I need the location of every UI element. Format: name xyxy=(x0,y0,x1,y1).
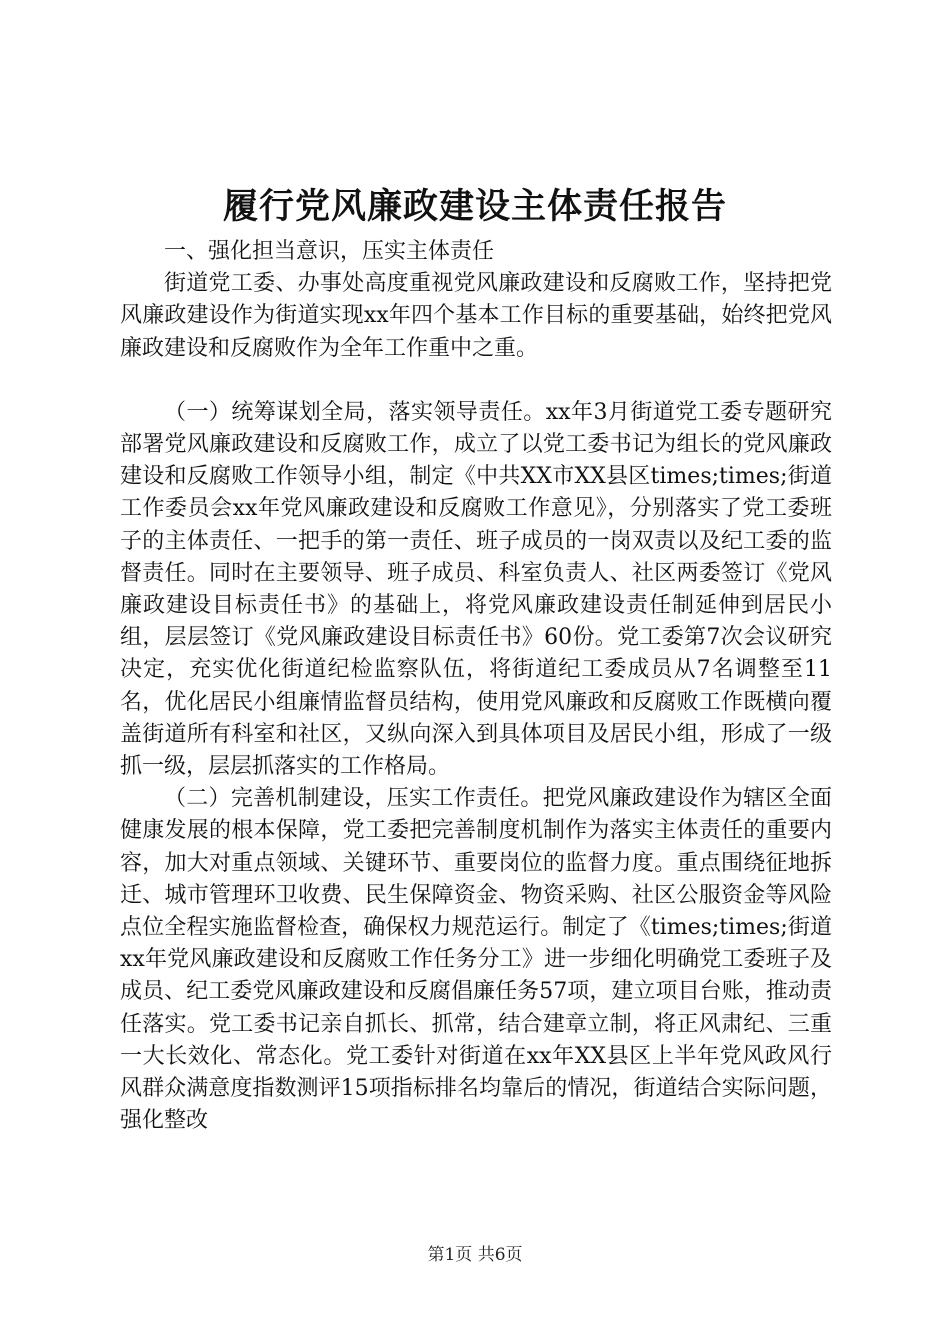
paragraph-intro: 街道党工委、办事处高度重视党风廉政建设和反腐败工作，坚持把党风廉政建设作为街道实现xx年四个基本工作目标的重要基础，始终把党风廉政建设和反腐败作为全年工作重中之重。 xyxy=(120,271,832,361)
document-body xyxy=(120,236,832,1137)
page-footer: 第1页 共6页 xyxy=(427,1245,523,1265)
paragraph-subsection-1: （一）统筹谋划全局，落实领导责任。xx年3月街道党工委专题研究部署党风廉政建设和反腐败工作，成立了以党工委书记为组长的党风廉政建设和反腐败工作领导小组，制定《中共XX市XX县区times;times;街道工作委员会xx年党风廉政建设和反腐败工作意见》，分别落实了党工委班子的主体责任、一把手的第一责任、班子成员的一岗双责以及纪工委的监督责任。同时在主要领导、班子成员、科室负责人、社区两委签订《党风廉政建设目标责任书》的基础上，将党风廉政建设责任制延伸到居民小组，层层签订《党风廉政建设目标责任书》60份。党工委第7次会议研究决定，充实优化街道纪检监察队伍，将街道纪工委成员从7名调整至11名，优化居民小组廉情监督员结构，使用党风廉政和反腐败工作既横向覆盖街道所有科室和社区，又纵向深入到具体项目及居民小组，形成了一级抓一级，层层抓落实的工作格局。 xyxy=(120,399,832,780)
paragraph-subsection-2: （二）完善机制建设，压实工作责任。把党风廉政建设作为辖区全面健康发展的根本保障，党工委把完善制度机制作为落实主体责任的重要内容，加大对重点领域、关键环节、重要岗位的监督力度。重点围绕征地拆迁、城市管理环卫收费、民生保障资金、物资采购、社区公服资金等风险点位全程实施监督检查，确保权力规范运行。制定了《times;times;街道xx年党风廉政建设和反腐败工作任务分工》进一步细化明确党工委班子及成员、纪工委党风廉政建设和反腐倡廉任务57项，建立项目台账，推动责任落实。党工委书记亲自抓长、抓常，结合建章立制，将正风肃纪、三重一大长效化、常态化。党工委针对街道在xx年XX县区上半年党风政风行风群众满意度指数测评15项指标排名均靠后的情况，街道结合实际问题，强化整改 xyxy=(120,786,832,1134)
section-heading: 一、强化担当意识，压实主体责任 xyxy=(164,239,495,264)
document-title: 履行党风廉政建设主体责任报告 xyxy=(222,186,727,227)
